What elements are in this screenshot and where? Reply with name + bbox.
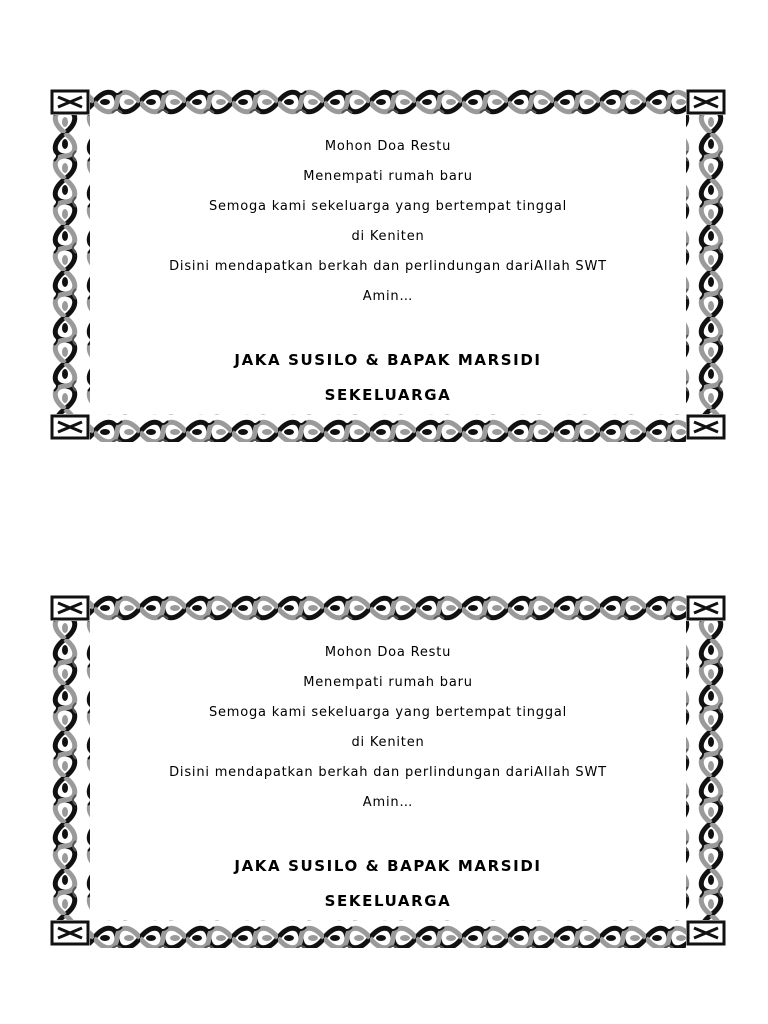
- signature-names: JAKA SUSILO & BAPAK MARSIDI: [234, 351, 542, 369]
- wish-line: Semoga kami sekeluarga yang bertempat tinggal: [208, 199, 568, 214]
- location-line: di Keniten: [351, 735, 425, 750]
- blessing-line: Disini mendapatkan berkah dan perlindungan dariAllah SWT: [169, 259, 607, 274]
- card-content: [98, 117, 678, 412]
- amen-line: Amin…: [362, 289, 414, 304]
- invitation-card-2: [48, 593, 728, 948]
- signature-family: SEKELUARGA: [324, 892, 452, 910]
- signature-family: SEKELUARGA: [324, 386, 452, 404]
- wish-line: Semoga kami sekeluarga yang bertempat tinggal: [208, 705, 568, 720]
- signature-names: JAKA SUSILO & BAPAK MARSIDI: [234, 857, 542, 875]
- occasion-line: Menempati rumah baru: [303, 169, 473, 184]
- greeting-line: Mohon Doa Restu: [324, 645, 452, 660]
- occasion-line: Menempati rumah baru: [303, 675, 473, 690]
- card-content: [98, 623, 678, 918]
- location-line: di Keniten: [351, 229, 425, 244]
- amen-line: Amin…: [362, 795, 414, 810]
- blessing-line: Disini mendapatkan berkah dan perlindungan dariAllah SWT: [169, 765, 607, 780]
- invitation-card-1: [48, 87, 728, 442]
- greeting-line: Mohon Doa Restu: [324, 139, 452, 154]
